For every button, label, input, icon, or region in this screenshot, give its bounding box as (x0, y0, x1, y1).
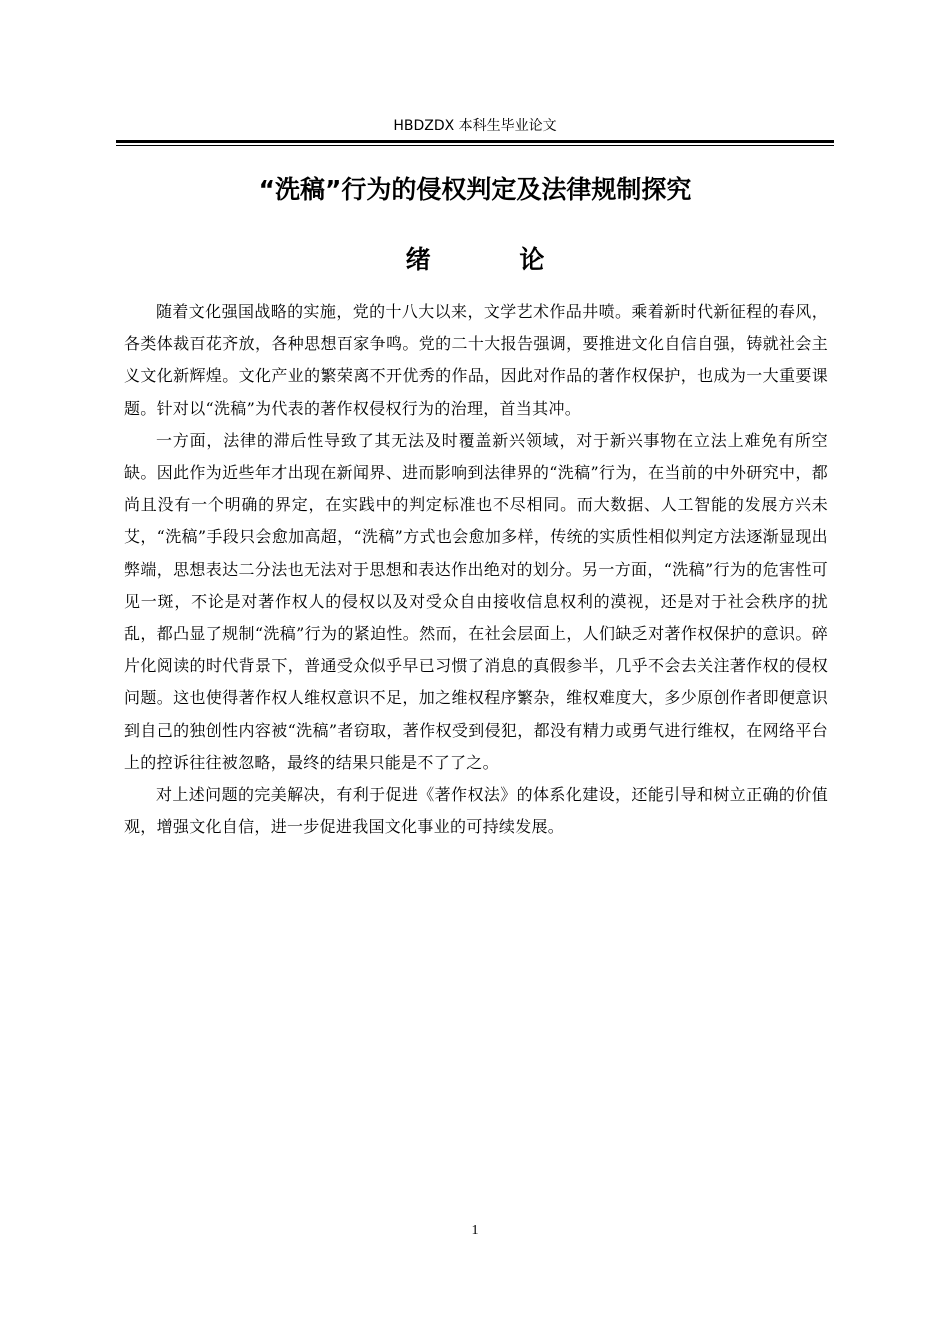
thesis-title: “洗稿”行为的侵权判定及法律规制探究 (258, 175, 692, 204)
running-header: HBDZDX 本科生毕业论文 (393, 118, 557, 134)
paragraph-1: 随着文化强国战略的实施，党的十八大以来，文学艺术作品井喷。乘着新时代新征程的春风，各类体裁百花齐放，各种思想百家争鸣。党的二十大报告强调，要推进文化自信自强，铸就社会主义文化新辉煌。文化产业的繁荣离不开优秀的作品，因此对作品的著作权保护，也成为一大重要课题。针对以“洗稿”为代表的著作权侵权行为的治理，首当其冲。 (124, 302, 828, 418)
paragraph-3: 对上述问题的完美解决，有利于促进《著作权法》的体系化建设，还能引导和树立正确的价值观，增强文化自信，进一步促进我国文化事业的可持续发展。 (124, 785, 828, 837)
header-rule-thin (116, 145, 834, 146)
page-number: 1 (471, 1223, 479, 1238)
body-text (124, 296, 828, 843)
header-rule-thick (116, 140, 834, 143)
paragraph-2: 一方面，法律的滞后性导致了其无法及时覆盖新兴领域，对于新兴事物在立法上难免有所空缺。因此作为近些年才出现在新闻界、进而影响到法律界的“洗稿”行为，在当前的中外研究中，都尚且没有一个明确的界定，在实践中的判定标准也不尽相同。而大数据、人工智能的发展方兴未艾，“洗稿”手段只会愈加高超，“洗稿”方式也会愈加多样，传统的实质性相似判定方法逐渐显现出弊端，思想表达二分法也无法对于思想和表达作出绝对的划分。另一方面，“洗稿”行为的危害性可见一斑，不论是对著作权人的侵权以及对受众自由接收信息权利的漠视，还是对于社会秩序的扰乱，都凸显了规制“洗稿”行为的紧迫性。然而，在社会层面上，人们缺乏对著作权保护的意识。碎片化阅读的时代背景下，普通受众似乎早已习惯了消息的真假参半，几乎不会去关注著作权的侵权问题。这也使得著作权人维权意识不足，加之维权程序繁杂，维权难度大，多少原创作者即便意识到自己的独创性内容被“洗稿”者窃取，著作权受到侵犯，都没有精力或勇气进行维权，在网络平台上的控诉往往被忽略，最终的结果只能是不了了之。 (124, 430, 828, 772)
section-heading: 绪 论 (405, 245, 585, 274)
